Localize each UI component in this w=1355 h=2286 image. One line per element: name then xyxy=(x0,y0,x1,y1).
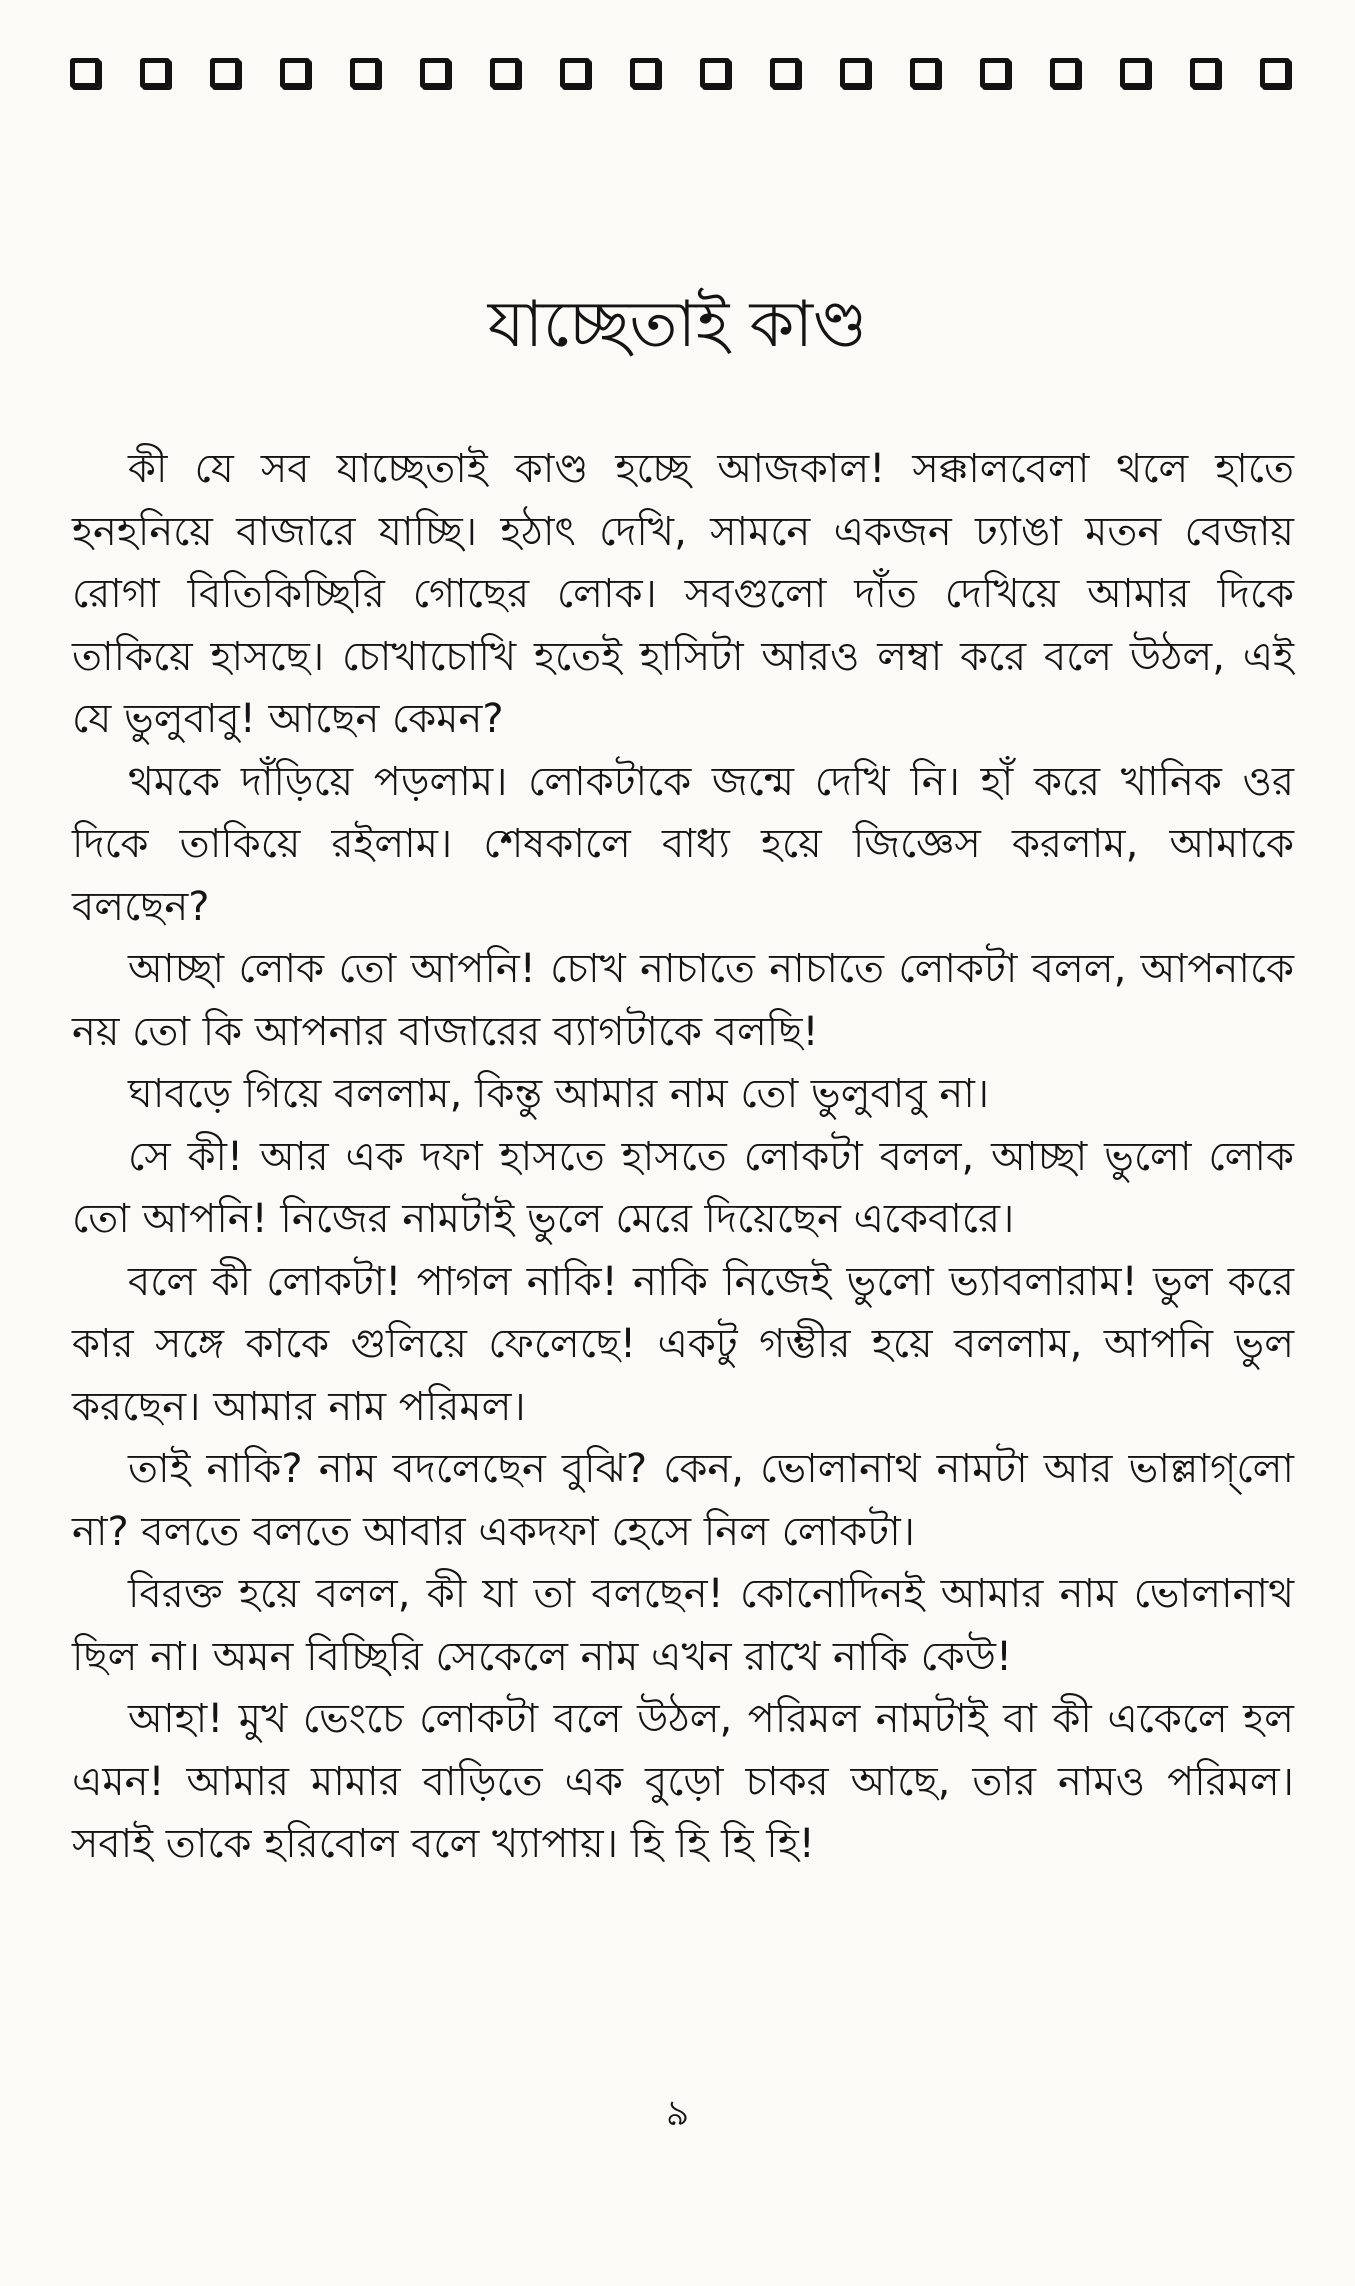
border-box-icon xyxy=(980,58,1010,88)
paragraph: তাই নাকি? নাম বদলেছেন বুঝি? কেন, ভোলানাথ নামটা আর ভাল্লাগ্‌লো না? বলতে বলতে আবার একদফা হেসে নিল লোকটা। xyxy=(72,1446,1294,1555)
page-number: ৯ xyxy=(665,2093,690,2134)
border-box-icon xyxy=(1120,58,1150,88)
paragraph: থমকে দাঁড়িয়ে পড়লাম। লোকটাকে জন্মে দেখি নি। হাঁ করে খানিক ওর দিকে তাকিয়ে রইলাম। শেষকালে বাধ্য হয়ে জিজ্ঞেস করলাম, আমাকে বলছেন? xyxy=(72,758,1294,930)
border-box-icon xyxy=(490,58,520,88)
border-box-icon xyxy=(700,58,730,88)
border-box-icon xyxy=(420,58,450,88)
border-box-icon xyxy=(1260,58,1290,88)
paragraph: বলে কী লোকটা! পাগল নাকি! নাকি নিজেই ভুলো ভ্যাবলারাম! ভুল করে কার সঙ্গে কাকে গুলিয়ে ফেলেছে! একটু গম্ভীর হয়ে বললাম, আপনি ভুল করছেন। আমার নাম পরিমল। xyxy=(72,1258,1294,1430)
border-box-icon xyxy=(630,58,660,88)
story-body xyxy=(72,438,1294,1876)
border-box-icon xyxy=(910,58,940,88)
border-box-icon xyxy=(1050,58,1080,88)
border-box-icon xyxy=(560,58,590,88)
border-box-icon xyxy=(70,58,100,88)
border-box-icon xyxy=(280,58,310,88)
decorative-box-border xyxy=(70,58,1290,88)
border-box-icon xyxy=(770,58,800,88)
paragraph: সে কী! আর এক দফা হাসতে হাসতে লোকটা বলল, আচ্ছা ভুলো লোক তো আপনি! নিজের নামটাই ভুলে মেরে দিয়েছেন একেবারে। xyxy=(72,1133,1294,1242)
border-box-icon xyxy=(210,58,240,88)
border-box-icon xyxy=(840,58,870,88)
paragraph: বিরক্ত হয়ে বলল, কী যা তা বলছেন! কোনোদিনই আমার নাম ভোলানাথ ছিল না। অমন বিচ্ছিরি সেকেলে নাম এখন রাখে নাকি কেউ! xyxy=(72,1571,1294,1680)
paragraph: আচ্ছা লোক তো আপনি! চোখ নাচাতে নাচাতে লোকটা বলল, আপনাকে নয় তো কি আপনার বাজারের ব্যাগটাকে বলছি! xyxy=(72,946,1294,1055)
border-box-icon xyxy=(1190,58,1220,88)
story-title: যাচ্ছেতাই কাণ্ড xyxy=(487,288,868,362)
paragraph: আহা! মুখ ভেংচে লোকটা বলে উঠল, পরিমল নামটাই বা কী একেলে হল এমন! আমার মামার বাড়িতে এক বুড়ো চাকর আছে, তার নামও পরিমল। সবাই তাকে হরিবোল বলে খ্যাপায়। হি হি হি হি! xyxy=(72,1696,1294,1867)
border-box-icon xyxy=(140,58,170,88)
paragraph: কী যে সব যাচ্ছেতাই কাণ্ড হচ্ছে আজকাল! সক্কালবেলা থলে হাতে হনহনিয়ে বাজারে যাচ্ছি। হঠাৎ দেখি, সামনে একজন ঢ্যাঙা মতন বেজায় রোগা বিতিকিচ্ছিরি গোছের লোক। সবগুলো দাঁত দেখিয়ে আমার দিকে তাকিয়ে হাসছে। চোখাচোখি হতেই হাসিটা আরও লম্বা করে বলে উঠল, এই যে ভুলুবাবু! আছেন কেমন? xyxy=(72,446,1294,742)
paragraph: ঘাবড়ে গিয়ে বললাম, কিন্তু আমার নাম তো ভুলুবাবু না। xyxy=(128,1071,990,1117)
border-box-icon xyxy=(350,58,380,88)
